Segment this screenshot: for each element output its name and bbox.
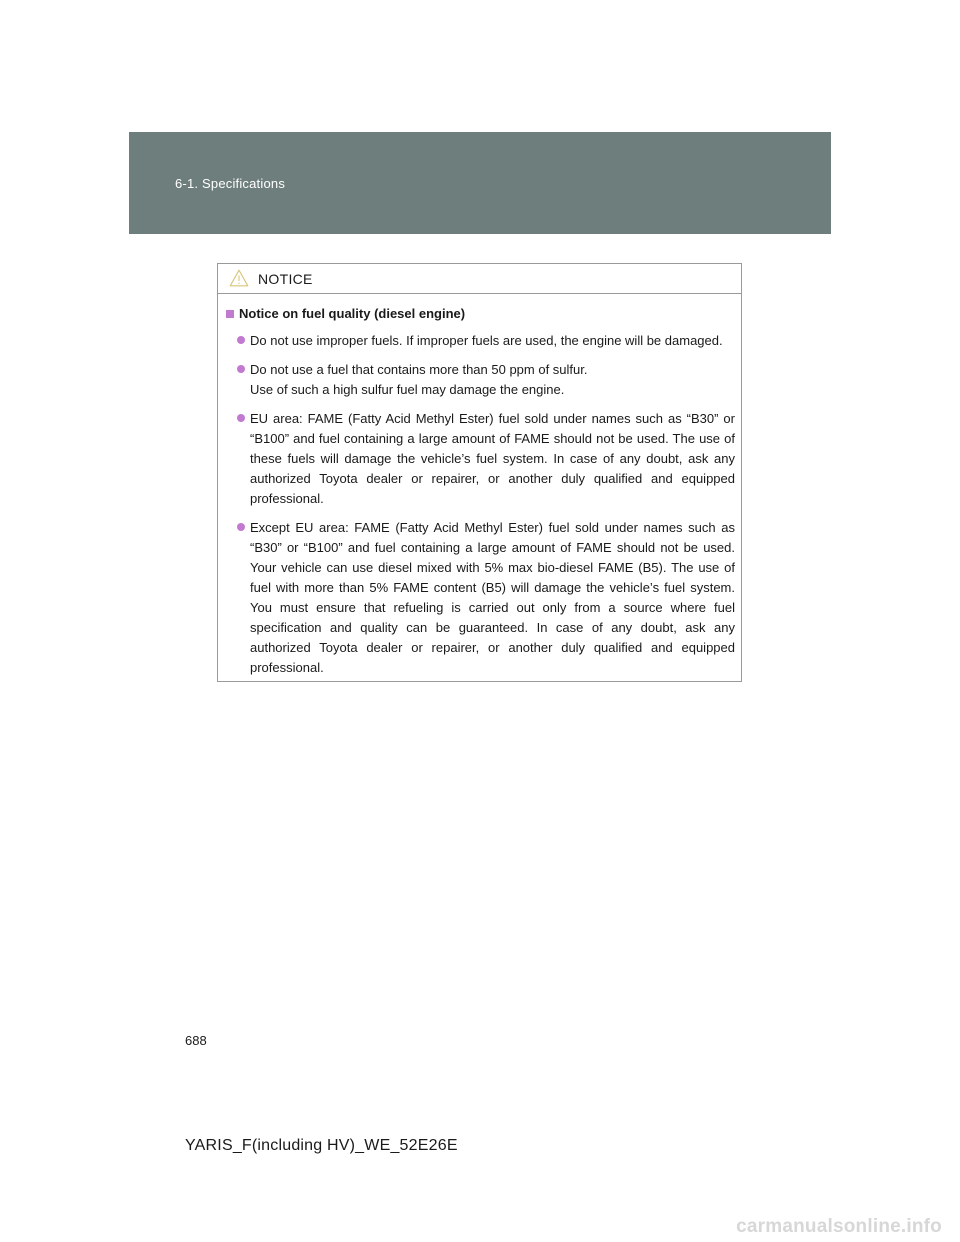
notice-subheading xyxy=(226,306,735,321)
list-item-text xyxy=(250,331,735,351)
round-bullet-icon xyxy=(237,336,245,344)
notice-body xyxy=(218,294,741,678)
list-item-text xyxy=(250,518,735,678)
notice-header xyxy=(218,264,741,294)
list-item xyxy=(237,331,735,351)
list-item-line: Except EU area: FAME (Fatty Acid Methyl Ester) fuel sold under names such as “B30” or “B100” and fuel containing a large amount of FAME should not be used. Your vehicle can use diesel mixed with 5% max bio-diesel FAME (B5). The use of fuel with more than 5% FAME content (B5) will damage the vehicle’s fuel system. You must ensure that refueling is carried out only from a source where fuel specification and quality can be guaranteed. In case of any doubt, ask any authorized Toyota dealer or repairer, or another duly qualified and equipped professional. xyxy=(250,520,735,675)
section-header-band xyxy=(129,132,831,234)
page-number: 688 xyxy=(185,1033,207,1048)
round-bullet-icon xyxy=(237,523,245,531)
square-bullet-icon xyxy=(226,310,234,318)
list-item-text xyxy=(250,409,735,509)
list-item-line: Do not use a fuel that contains more than 50 ppm of sulfur. xyxy=(250,362,588,377)
list-item xyxy=(237,409,735,509)
list-item-line: Do not use improper fuels. If improper fuels are used, the engine will be damaged. xyxy=(250,333,723,348)
list-item xyxy=(237,360,735,400)
list-item-line: EU area: FAME (Fatty Acid Methyl Ester) fuel sold under names such as “B30” or “B100” and fuel containing a large amount of FAME should not be used. The use of these fuels will damage the vehicle’s fuel system. In case of any doubt, ask any authorized Toyota dealer or repairer, or another duly qualified and equipped professional. xyxy=(250,411,735,506)
list-item-text xyxy=(250,360,735,400)
round-bullet-icon xyxy=(237,414,245,422)
section-label: 6-1. Specifications xyxy=(175,176,286,191)
list-item-line: Use of such a high sulfur fuel may damage the engine. xyxy=(250,382,565,397)
notice-list xyxy=(224,331,735,678)
notice-box xyxy=(217,263,742,682)
round-bullet-icon xyxy=(237,365,245,373)
document-code: YARIS_F(including HV)_WE_52E26E xyxy=(185,1137,458,1154)
warning-triangle-icon xyxy=(229,269,249,287)
watermark: carmanualsonline.info xyxy=(736,1216,942,1237)
notice-title: NOTICE xyxy=(258,271,313,287)
list-item xyxy=(237,518,735,678)
notice-subheading-text: Notice on fuel quality (diesel engine) xyxy=(239,306,466,321)
